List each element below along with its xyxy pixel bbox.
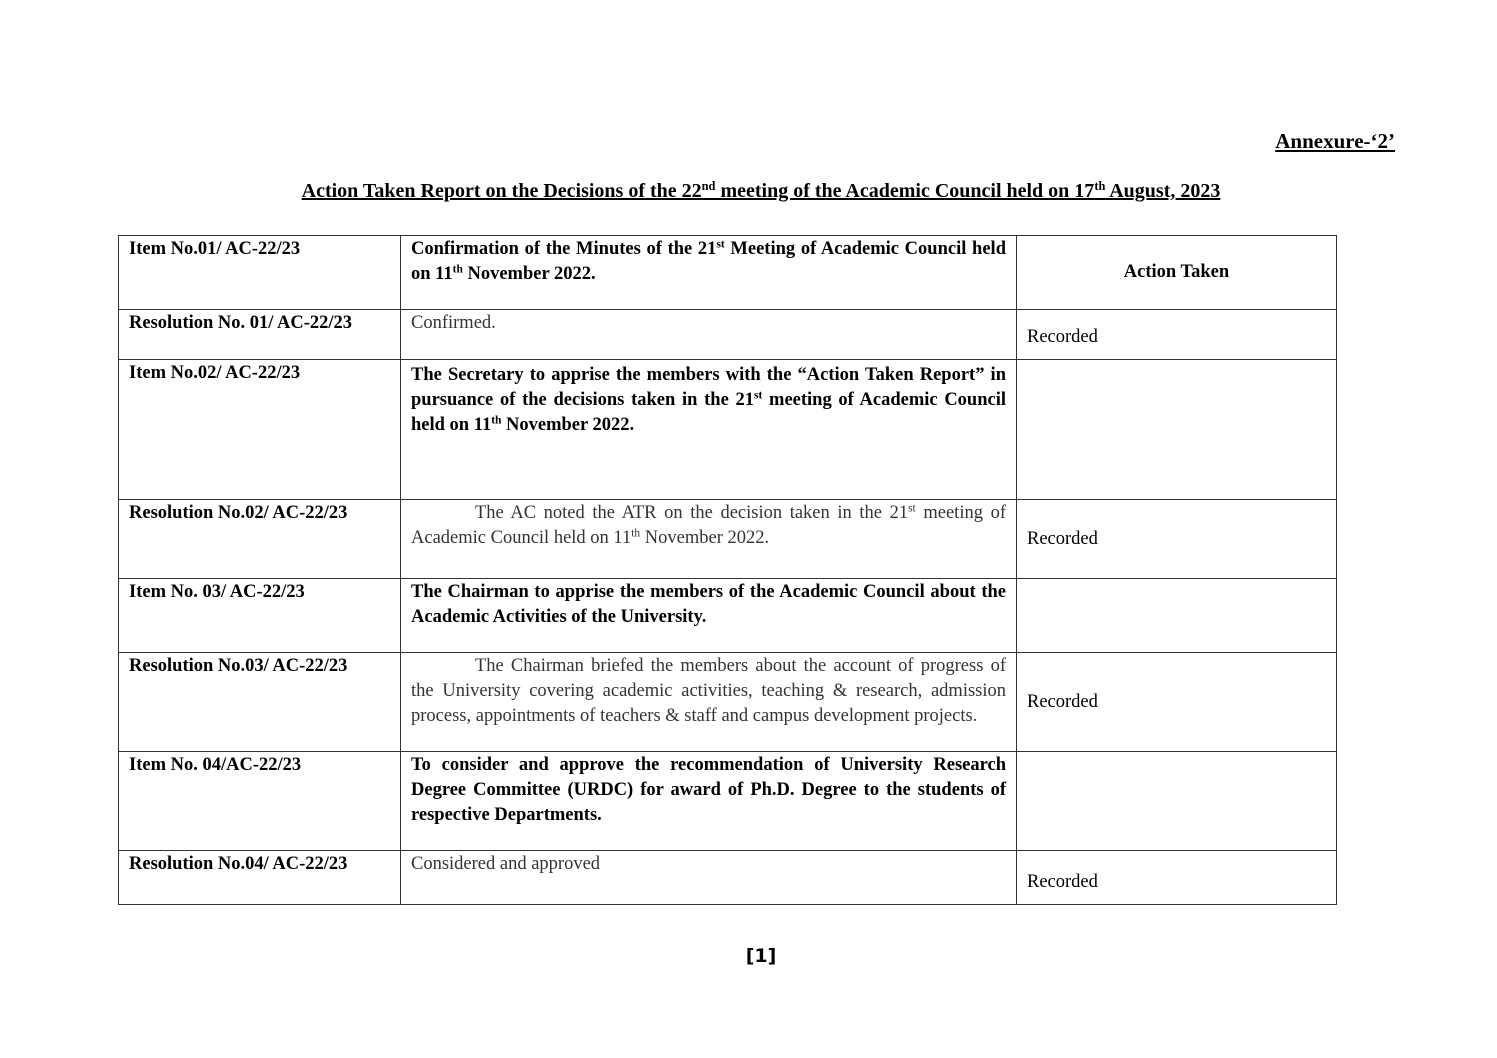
item-description-cell: To consider and approve the recommendation of University Research Degree Committee (URDC) for award of Ph.D. Degree to the students of respective Departments.: [401, 752, 1017, 851]
table-row: [119, 752, 1337, 851]
resolution-text-cell: [401, 500, 1017, 579]
action-status-cell: [1017, 579, 1337, 653]
table-row: [119, 653, 1337, 752]
item-number-cell: Item No. 04/AC-22/23: [119, 752, 401, 851]
item-number-cell: Item No. 03/ AC-22/23: [119, 579, 401, 653]
action-status-cell: Recorded: [1017, 653, 1337, 752]
desc-text-b: meeting of Academic Council held on 11: [411, 390, 1007, 435]
resolution-number-cell: Resolution No.02/ AC-22/23: [119, 500, 401, 579]
desc-text-c: November 2022.: [501, 415, 635, 435]
desc-text-c: November 2022.: [640, 528, 770, 548]
action-status-cell: Recorded: [1017, 310, 1337, 360]
desc-sup-a: st: [754, 389, 763, 402]
resolution-number-cell: Resolution No. 01/ AC-22/23: [119, 310, 401, 360]
desc-text-b: Meeting of Academic Council held on 11: [411, 239, 1006, 284]
resolution-text-cell: Confirmed.: [401, 310, 1017, 360]
table-row: [119, 236, 1337, 310]
resolution-text-cell: Considered and approved: [401, 851, 1017, 905]
annexure-label: Annexure-‘2’: [1275, 129, 1395, 153]
table-row: [119, 851, 1337, 905]
report-title: [0, 180, 1497, 203]
title-part-1: Action Taken Report on the Decisions of the 22: [301, 180, 702, 202]
title-sup-1: nd: [701, 179, 716, 194]
title-part-3: August, 2023: [1105, 180, 1221, 202]
desc-text-a: The Secretary to apprise the members with the “Action Taken Report” in pursuance of the decisions taken in the 21: [411, 365, 1006, 410]
action-status-cell: Recorded: [1017, 500, 1337, 579]
item-number-cell: Item No.02/ AC-22/23: [119, 360, 401, 500]
desc-text-c: November 2022.: [462, 264, 596, 284]
desc-text-a: Confirmation of the Minutes of the 21: [411, 239, 717, 259]
table-row: [119, 579, 1337, 653]
desc-sup-b: th: [491, 414, 502, 427]
page-number: [1]: [745, 945, 777, 967]
item-description-cell: The Chairman to apprise the members of the Academic Council about the Academic Activities of the University.: [401, 579, 1017, 653]
desc-sup-b: th: [631, 527, 641, 540]
desc-sup-b: th: [452, 263, 463, 276]
table-row: [119, 310, 1337, 360]
action-status-cell: [1017, 360, 1337, 500]
action-taken-header: Action Taken: [1017, 236, 1337, 310]
resolution-number-cell: Resolution No.04/ AC-22/23: [119, 851, 401, 905]
item-description-cell: [401, 360, 1017, 500]
title-sup-2: th: [1094, 179, 1106, 194]
title-part-2: meeting of the Academic Council held on 17: [715, 180, 1095, 202]
item-description-cell: [401, 236, 1017, 310]
action-taken-table: [118, 235, 1337, 905]
desc-text-b: meeting of Academic Council held on 11: [411, 503, 1006, 548]
table-row: [119, 500, 1337, 579]
resolution-number-cell: Resolution No.03/ AC-22/23: [119, 653, 401, 752]
table-row: [119, 360, 1337, 500]
action-status-cell: [1017, 752, 1337, 851]
item-number-cell: Item No.01/ AC-22/23: [119, 236, 401, 310]
desc-text-a: The AC noted the ATR on the decision taken in the 21: [475, 503, 909, 523]
action-status-cell: Recorded: [1017, 851, 1337, 905]
resolution-text-cell: The Chairman briefed the members about the account of progress of the University covering academic activities, teaching & research, admission process, appointments of teachers & staff and campus development projects.: [401, 653, 1017, 752]
desc-sup-a: st: [908, 502, 916, 515]
desc-sup-a: st: [716, 238, 725, 251]
